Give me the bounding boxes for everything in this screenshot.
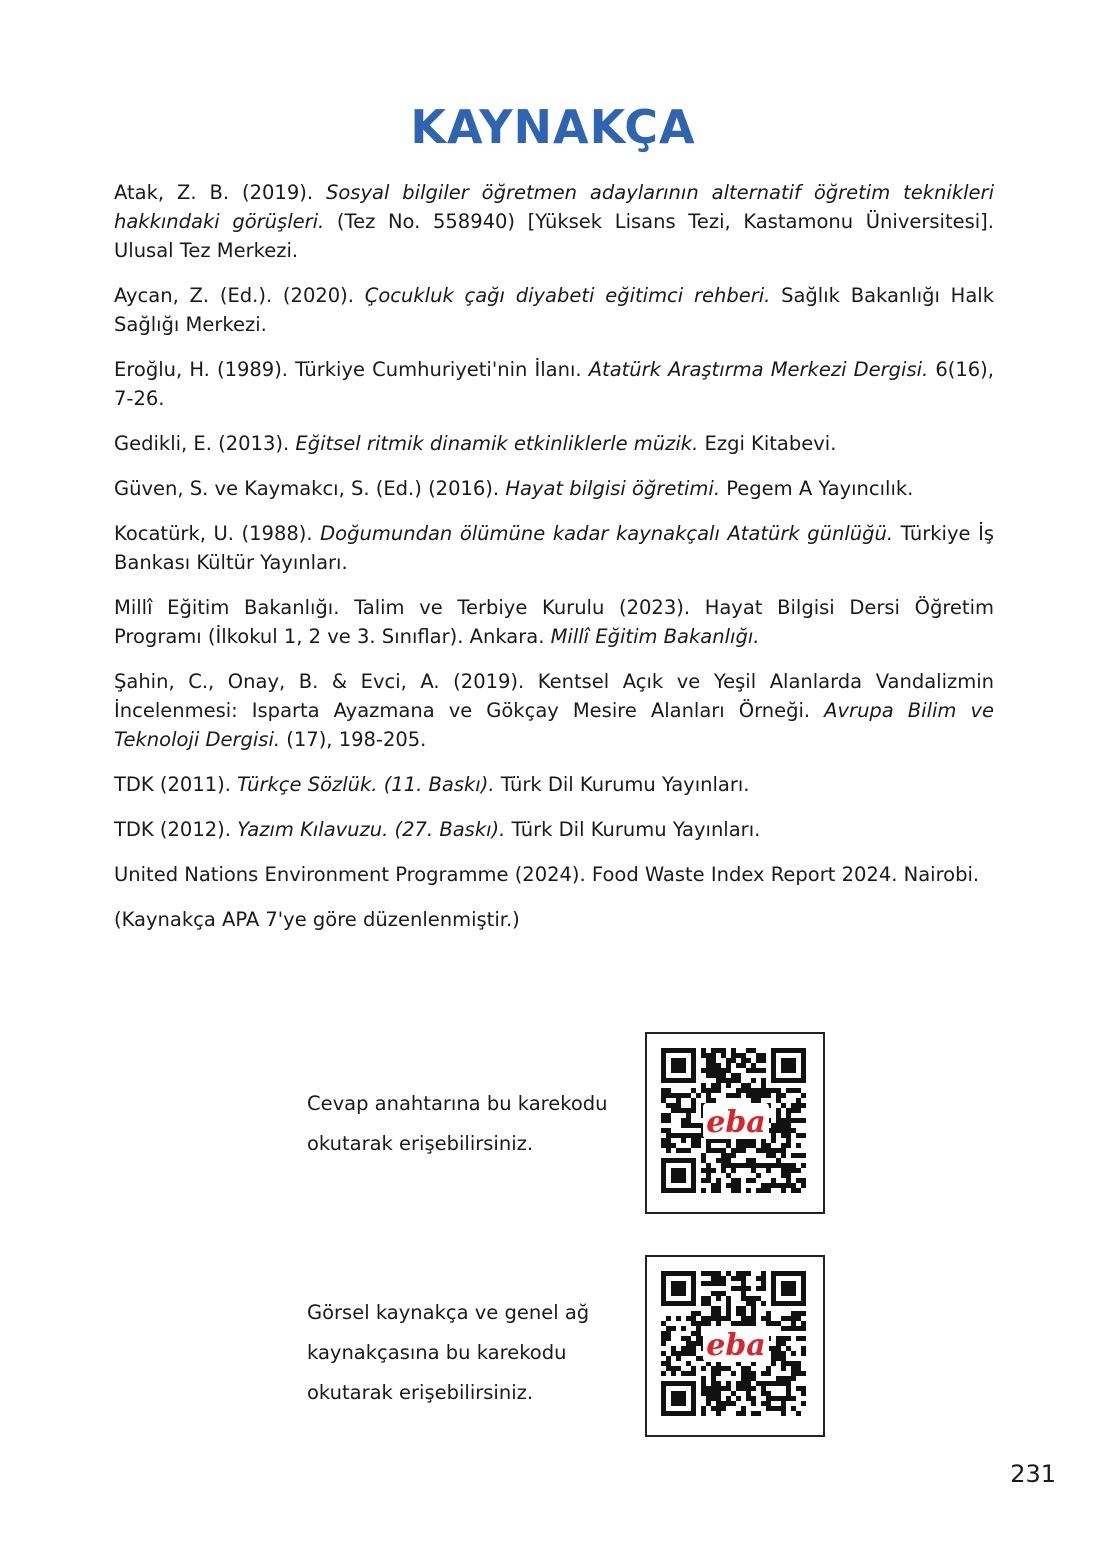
reference-item: Gedikli, E. (2013). Eğitsel ritmik dinamik etkinliklerle müzik. Ezgi Kitabevi. — [114, 432, 837, 455]
eba-logo: eba — [706, 1105, 766, 1140]
qr-code-icon — [661, 1048, 811, 1200]
reference-item: TDK (2012). Yazım Kılavuzu. (27. Baskı). Türk Dil Kurumu Yayınları. — [114, 818, 761, 841]
page-number: 231 — [1010, 1460, 1056, 1488]
reference-list — [114, 178, 994, 950]
qr-caption: Görsel kaynakça ve genel ağ kaynakçasına bu karekodu okutarak erişebilirsiniz. — [307, 1301, 590, 1404]
qr-caption: Cevap anahtarına bu karekodu okutarak erişebilirsiniz. — [307, 1092, 608, 1155]
reference-item: Atak, Z. B. (2019). Sosyal bilgiler öğretmen adaylarının alternatif öğretim teknikleri hakkındaki görüşleri. (Tez No. 558940) [Yüksek Lisans Tezi, Kastamonu Üniversitesi]. Ulusal Tez Merkezi. — [114, 181, 994, 262]
reference-item: Millî Eğitim Bakanlığı. Talim ve Terbiye Kurulu (2023). Hayat Bilgisi Dersi Öğretim Programı (İlkokul 1, 2 ve 3. Sınıflar). Ankara. Millî Eğitim Bakanlığı. — [114, 596, 994, 648]
qr-code[interactable] — [645, 1255, 825, 1437]
reference-item: Aycan, Z. (Ed.). (2020). Çocukluk çağı diyabeti eğitimci rehberi. Sağlık Bakanlığı Halk Sağlığı Merkezi. — [114, 284, 994, 336]
reference-item: Kocatürk, U. (1988). Doğumundan ölümüne kadar kaynakçalı Atatürk günlüğü. Türkiye İş Bankası Kültür Yayınları. — [114, 522, 994, 574]
reference-item: Eroğlu, H. (1989). Türkiye Cumhuriyeti'nin İlanı. Atatürk Araştırma Merkezi Dergisi. 6(16), 7-26. — [114, 358, 994, 410]
reference-item: United Nations Environment Programme (2024). Food Waste Index Report 2024. Nairobi. — [114, 863, 980, 886]
reference-item: TDK (2011). Türkçe Sözlük. (11. Baskı). Türk Dil Kurumu Yayınları. — [114, 773, 750, 796]
qr-code[interactable] — [645, 1032, 825, 1214]
eba-logo: eba — [706, 1328, 766, 1363]
reference-item: Şahin, C., Onay, B. & Evci, A. (2019). Kentsel Açık ve Yeşil Alanlarda Vandalizmin İncelenmesi: Isparta Ayazmana ve Gökçay Mesire Alanları Örneği. Avrupa Bilim ve Teknoloji Dergisi. (17), 198-205. — [114, 670, 994, 751]
reference-item: Güven, S. ve Kaymakcı, S. (Ed.) (2016). Hayat bilgisi öğretimi. Pegem A Yayıncılık. — [114, 477, 914, 500]
qr-code-icon — [661, 1271, 811, 1423]
apa-note: (Kaynakça APA 7'ye göre düzenlenmiştir.) — [114, 908, 520, 931]
page-title: KAYNAKÇA — [410, 100, 696, 154]
